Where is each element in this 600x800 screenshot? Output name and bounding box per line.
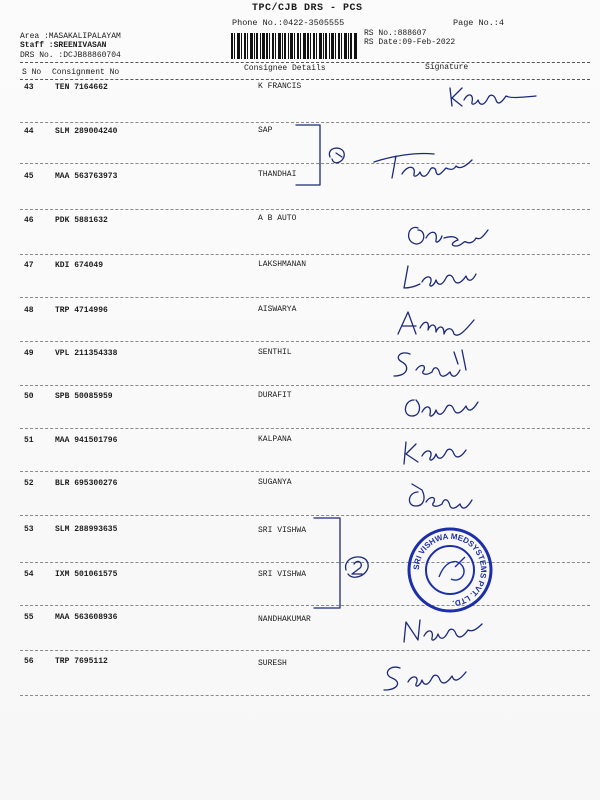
row-consignment: IXM 501061575: [55, 570, 118, 579]
row-divider: [20, 471, 590, 472]
row-consignee: THANDHAI: [258, 170, 297, 179]
row-consignment: SPB 50085959: [55, 392, 113, 401]
row-consignee: NANDHAKUMAR: [258, 615, 311, 624]
svg-text:SRI VISHWA MEDSYSTEMS PVT. LTD: [412, 532, 488, 608]
row-consignment: MAA 941501796: [55, 436, 118, 445]
row-consignment: BLR 695300276: [55, 479, 118, 488]
row-sno: 47: [24, 261, 34, 270]
row-consignment: PDK 5881632: [55, 216, 108, 225]
row-consignee: SURESH: [258, 659, 287, 668]
header-divider-top: [20, 62, 590, 63]
row-consignee: DURAFIT: [258, 391, 292, 400]
area-label: Area :MASAKALIPALAYAM: [20, 32, 121, 41]
row-divider: [20, 428, 590, 429]
signature-row-50: [400, 392, 510, 424]
row-divider: [20, 695, 590, 696]
row-sno: 56: [24, 657, 34, 666]
row-consignee: AISWARYA: [258, 305, 297, 314]
row-divider: [20, 562, 590, 563]
signature-row-43: [446, 82, 546, 112]
row-consignee: A B AUTO: [258, 214, 297, 223]
row-sno: 44: [24, 127, 34, 136]
rs-number: RS No.:888607: [364, 29, 427, 38]
bracket-annotation-44-45: [290, 123, 370, 193]
staff-label: Staff :SREENIVASAN: [20, 41, 107, 50]
row-consignment: TEN 7164662: [55, 83, 108, 92]
column-header-consignee: Consignee Details: [244, 64, 326, 73]
row-consignment: VPL 211354338: [55, 349, 118, 358]
document-title: TPC/CJB DRS - PCS: [252, 3, 363, 14]
signature-row-55: [398, 616, 498, 648]
row-sno: 48: [24, 306, 34, 315]
row-divider: [20, 515, 590, 516]
bracket-annotation-53-54: [310, 516, 390, 612]
signature-row-47: [398, 262, 498, 296]
row-consignment: SLM 288993635: [55, 525, 118, 534]
row-divider: [20, 605, 590, 606]
company-seal-stamp: [407, 527, 493, 613]
row-consignment: SLM 289004240: [55, 127, 118, 136]
signature-row-56: [380, 660, 490, 696]
barcode-image: [231, 33, 357, 59]
drs-number: DRS No. :DCJB88860704: [20, 51, 121, 60]
page-number: Page No.:4: [453, 18, 505, 28]
row-sno: 52: [24, 479, 34, 488]
column-header-signature: Signature: [425, 63, 469, 72]
row-consignment: KDI 674049: [55, 261, 104, 270]
column-header-sno: S No: [22, 68, 42, 77]
row-sno: 50: [24, 392, 34, 401]
row-consignee: SRI VISHWA: [258, 570, 307, 579]
signature-row-48: [394, 306, 504, 340]
row-consignee: SAP: [258, 126, 273, 135]
stamp-text: SRI VISHWA MEDSYSTEMS PVT. LTD.: [411, 531, 489, 608]
row-sno: 54: [24, 570, 34, 579]
row-sno: 43: [24, 83, 34, 92]
row-consignee: SENTHIL: [258, 348, 292, 357]
signature-row-49: [392, 346, 502, 382]
row-divider: [20, 650, 590, 651]
row-divider: [20, 254, 590, 255]
row-consignee: SUGANYA: [258, 478, 292, 487]
row-divider: [20, 297, 590, 298]
rs-date: RS Date:09-Feb-2022: [364, 38, 456, 47]
row-consignee: K FRANCIS: [258, 82, 302, 91]
phone-number: Phone No.:0422-3505555: [232, 18, 345, 28]
row-sno: 49: [24, 349, 34, 358]
row-divider: [20, 209, 590, 210]
row-sno: 51: [24, 436, 34, 445]
row-consignee: SRI VISHWA: [258, 526, 307, 535]
signature-row-44-45: [372, 138, 512, 182]
row-divider: [20, 385, 590, 386]
row-consignment: TRP 7695112: [55, 657, 108, 666]
signature-row-46: [404, 218, 514, 252]
row-consignment: MAA 563608936: [55, 613, 118, 622]
row-divider: [20, 341, 590, 342]
signature-row-51: [400, 436, 500, 470]
row-consignment: MAA 563763973: [55, 172, 118, 181]
row-consignment: TRP 4714996: [55, 306, 108, 315]
column-header-consignment: Consignment No: [52, 68, 120, 77]
header-divider-bottom: [20, 79, 590, 80]
row-consignee: LAKSHMANAN: [258, 260, 307, 269]
signature-row-52: [404, 482, 504, 514]
row-sno: 46: [24, 216, 34, 225]
row-sno: 55: [24, 613, 34, 622]
row-sno: 45: [24, 172, 34, 181]
row-consignee: KALPANA: [258, 435, 292, 444]
row-sno: 53: [24, 525, 34, 534]
